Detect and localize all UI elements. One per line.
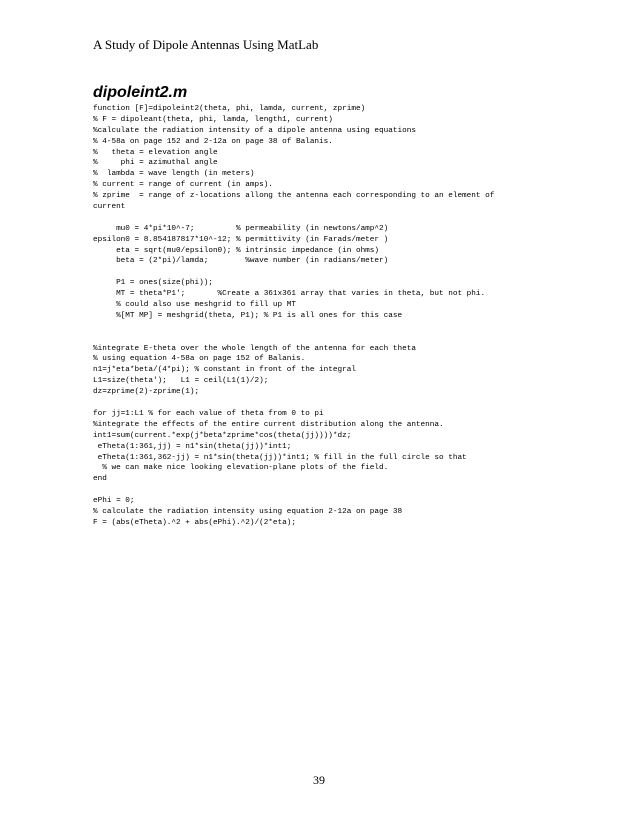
code-line xyxy=(93,267,533,278)
code-line: eta = sqrt(mu0/epsilon0); % intrinsic impedance (in ohms) xyxy=(93,246,380,255)
page-number: 39 xyxy=(313,773,325,787)
code-line: % lambda = wave length (in meters) xyxy=(93,170,255,179)
code-line: for jj=1:L1 % for each value of theta from 0 to pi xyxy=(93,409,324,418)
code-line: % zprime = range of z-locations allong the antenna each corresponding to an element of xyxy=(93,192,495,201)
code-line: MT = theta*P1'; %Create a 361x361 array that varies in theta, but not phi. xyxy=(93,290,486,299)
code-line: ePhi = 0; xyxy=(93,497,135,506)
section-title: dipoleint2.m xyxy=(93,84,188,101)
running-header: A Study of Dipole Antennas Using MatLab xyxy=(93,37,319,52)
code-line: % could also use meshgrid to fill up MT xyxy=(93,301,296,310)
code-line: mu0 = 4*pi*10^-7; % permeability (in newtons/amp^2) xyxy=(93,224,389,233)
code-line: end xyxy=(93,475,107,484)
code-line: eTheta(1:361,362-jj) = n1*sin(theta(jj))*int1; % fill in the full circle so that xyxy=(93,453,467,462)
code-line xyxy=(93,398,533,409)
code-line xyxy=(93,485,533,496)
code-line: %[MT MP] = meshgrid(theta, P1); % P1 is all ones for this case xyxy=(93,311,403,320)
code-line: % calculate the radiation intensity using equation 2-12a on page 38 xyxy=(93,507,403,516)
code-line: L1=size(theta'); L1 = ceil(L1(1)/2); xyxy=(93,377,269,386)
code-line: % F = dipoleant(theta, phi, lamda, length1, current) xyxy=(93,115,333,124)
code-line xyxy=(93,322,533,333)
code-line: % phi = azimuthal angle xyxy=(93,159,218,168)
code-line: % we can make nice looking elevation-plane plots of the field. xyxy=(93,464,389,473)
code-line: %calculate the radiation intensity of a dipole antenna using equations xyxy=(93,126,416,135)
code-listing xyxy=(93,104,533,529)
code-line: F = (abs(eTheta).^2 + abs(ePhi).^2)/(2*eta); xyxy=(93,518,296,527)
code-line: epsilon0 = 8.854187817*10^-12; % permittivity (in Farads/meter ) xyxy=(93,235,389,244)
code-line: % theta = elevation angle xyxy=(93,148,218,157)
code-line: %integrate the effects of the entire current distribution along the antenna. xyxy=(93,420,444,429)
code-line: beta = (2*pi)/lamda; %wave number (in radians/meter) xyxy=(93,257,389,266)
code-line: P1 = ones(size(phi)); xyxy=(93,279,213,288)
code-line xyxy=(93,333,533,344)
code-line: %integrate E-theta over the whole length of the antenna for each theta xyxy=(93,344,416,353)
code-line: function [F]=dipoleint2(theta, phi, lamda, current, zprime) xyxy=(93,105,366,113)
code-line: int1=sum(current.*exp(j*beta*zprime*cos(theta(jj))))*dz; xyxy=(93,431,352,440)
code-line xyxy=(93,213,533,224)
code-line: % 4-58a on page 152 and 2-12a on page 38 of Balanis. xyxy=(93,137,333,146)
code-line: eTheta(1:361,jj) = n1*sin(theta(jj))*int1; xyxy=(93,442,292,451)
code-line: n1=j*eta*beta/(4*pi); % constant in front of the integral xyxy=(93,366,356,375)
code-line: % current = range of current (in amps). xyxy=(93,181,273,190)
code-line: % using equation 4-58a on page 152 of Balanis. xyxy=(93,355,306,364)
code-line: dz=zprime(2)-zprime(1); xyxy=(93,388,200,397)
code-line: current xyxy=(93,203,126,212)
